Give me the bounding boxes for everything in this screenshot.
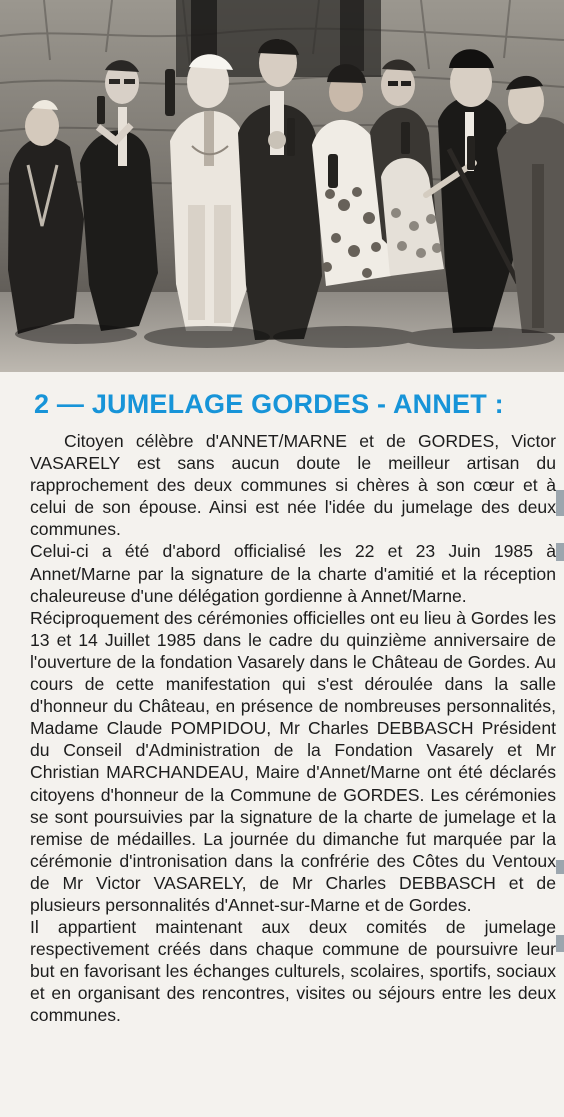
- paragraph-intro: Citoyen célèbre d'ANNET/MARNE et de GORDES, Victor VASARELY est sans aucun doute le meilleur artisan du rapprochement des deux communes si chères à son cœur et à celui de son épouse. Ainsi est née l'idée du jumelage des deux communes.: [30, 431, 556, 540]
- group-photo-illustration: [0, 0, 564, 372]
- article-title: 2 — JUMELAGE GORDES - ANNET :: [34, 389, 504, 419]
- paragraph-committees: Il appartient maintenant aux deux comités de jumelage respectivement créés dans chaque commune de poursuivre leur but en favorisant les échanges culturels, scolaires, sportifs, sociaux et en organisant des rencontres, visites ou séjours entre les deux communes.: [30, 917, 556, 1026]
- right-edge-mark: [556, 935, 564, 952]
- right-edge-mark: [556, 860, 564, 874]
- article-panel: [0, 372, 564, 1117]
- article-body: [30, 430, 556, 1027]
- group-photo: [0, 0, 564, 372]
- paragraph-annet-ceremony: Celui-ci a été d'abord officialisé les 22 et 23 Juin 1985 à Annet/Marne par la signature de la charte d'amitié et la réception chaleureuse d'une délégation gordienne à Annet/Marne.: [30, 541, 556, 606]
- paragraph-gordes-ceremony: Réciproquement des cérémonies officielles ont eu lieu à Gordes les 13 et 14 Juillet 1985 dans le cadre du quinzième anniversaire de l'ouverture de la fondation Vasarely dans le Château de Gordes. Au cours de cette manifestation qui s'est déroulée dans la salle d'honneur du Château, en présence de nombreuses personnalités, Madame Claude POMPIDOU, Mr Charles DEBBASCH Président du Conseil d'Administration de la Fondation Vasarely et Mr Christian MARCHANDEAU, Maire d'Annet/Marne ont été déclarés citoyens d'honneur de la Commune de GORDES. Les cérémonies se sont poursuivies par la signature de la charte de jumelage et la remise de médailles. La journée du dimanche fut marquée par la cérémonie d'intronisation dans la confrérie des Côtes du Ventoux de Mr Victor VASARELY, de Mr Charles DEBBASCH et de plusieurs personnalités d'Annet-sur-Marne et de Gordes.: [30, 607, 556, 915]
- right-edge-mark: [556, 490, 564, 516]
- right-edge-mark: [556, 543, 564, 561]
